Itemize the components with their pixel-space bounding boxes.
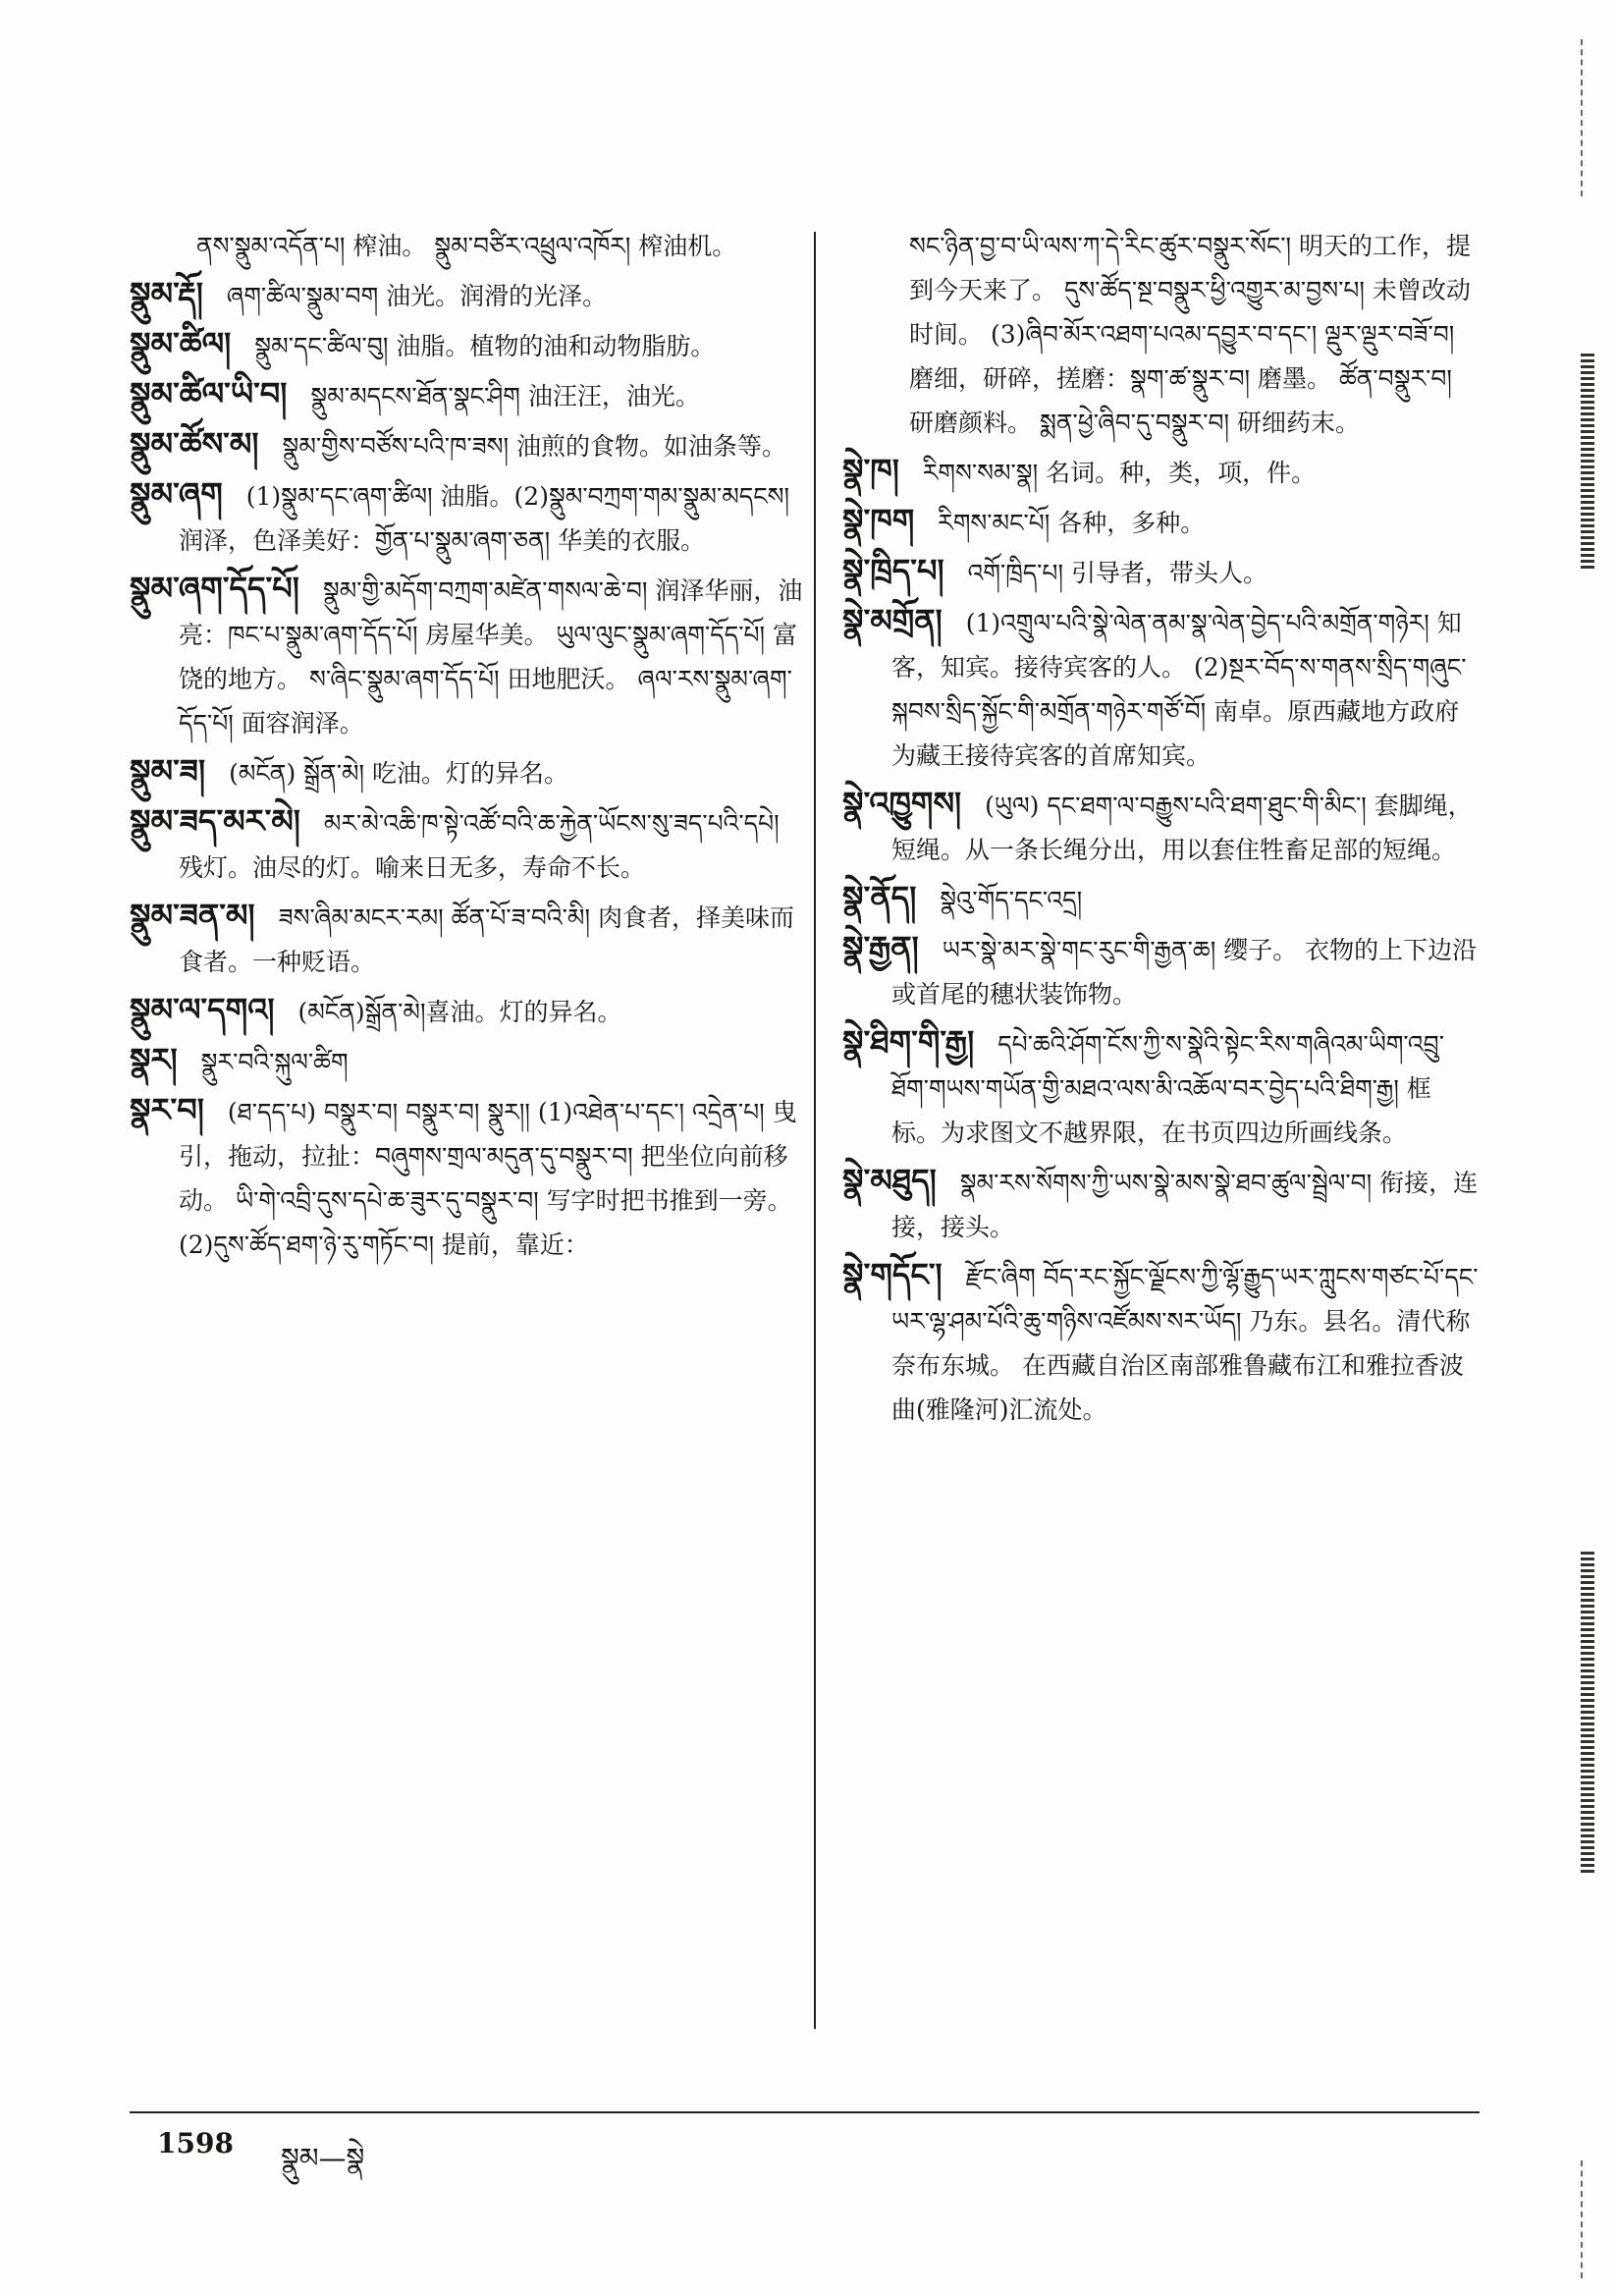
entry-definition: ཟས་ཞིམ་མངར་རམ། ཚོན་པོ་ཟ་བའི་མི། 肉食者，择美味而食者。一种贬语。 xyxy=(179,903,794,976)
entry-headword: སྣུམ་རྡོ། xyxy=(130,275,203,312)
dictionary-entry xyxy=(842,449,1479,495)
entry-definition: (མངོན)སྒྲོན་མེ།喜油。灯的异名。 xyxy=(297,998,622,1026)
entry-headword: སྣེ་གདོང་། xyxy=(842,1256,943,1293)
page-number: 1598 xyxy=(157,2127,234,2159)
right-column xyxy=(842,224,1479,1436)
entry-definition: སྣུམ་མདངས་ཐོན་སྣང་ཤིག 油汪汪，油光。 xyxy=(310,382,700,410)
entry-headword: སྣུམ་ཞག་དོད་པོ། xyxy=(130,570,299,607)
left-column xyxy=(130,224,807,1271)
dictionary-entry xyxy=(842,599,1479,778)
dictionary-entry xyxy=(130,422,807,468)
entry-headword: སྣེ་ནོད། xyxy=(842,879,917,916)
entry-headword: སྣེ་མཐུད། xyxy=(842,1162,937,1199)
entry-headword: སྣུམ་ཚིལ་ཡི་བ། xyxy=(130,375,288,412)
entry-headword: སྣེ་ཁག xyxy=(842,502,915,539)
dictionary-entry xyxy=(842,1159,1479,1249)
dictionary-entry xyxy=(130,799,807,890)
entry-headword: སྣེ་རྒྱན། xyxy=(842,929,919,966)
entry-definition: ཞག་ཚིལ་སྣུམ་བག 油光。润滑的光泽。 xyxy=(226,282,608,310)
dictionary-entry xyxy=(842,224,1479,445)
dictionary-entry xyxy=(842,876,1479,922)
dictionary-entry xyxy=(130,272,807,318)
entry-definition: སྣུམ་དང་ཚིལ་བུ། 油脂。植物的油和动物脂肪。 xyxy=(254,332,716,360)
entry-definition: སང་ཉིན་བྱ་བ་ཡི་ལས་ཀ་དེ་རིང་ཚུར་བསྣུར་སོང་། 明天的工作，提到今天来了。 དུས་ཚོད་སྔ་བསྣུར་ཕྱི་འགྱུར་མ་བྱས་པ། 未曾改动时间。 (3)ཞིབ་མོར་འཐག་པའམ་དབྱུར་བ་དང་། ལྡུར་ལྡུར་བཟོ་བ། 磨细，研碎，搓磨：སྣག་ཚ་སྣུར་བ། 磨墨。 ཚོན་བསྣུར་བ། 研磨颜料。 སྨན་ཕྱེ་ཞིབ་དུ་བསྣུར་བ། 研细药末。 xyxy=(909,232,1472,437)
entry-definition: སྣུམ་གྱི་མདོག་བཀྲག་མཛེན་གསལ་ཆེ་བ། 润泽华丽，油亮：ཁང་པ་སྣུམ་ཞག་དོད་པོ། 房屋华美。 ཡུལ་ལུང་སྣུམ་ཞག་དོད་པོ། 富饶的地方。 ས་ཞིང་སྣུམ་ཞག་དོད་པོ། 田地肥沃。 ཞལ་རས་སྣུམ་ཞག་དོད་པོ། 面容润泽。 xyxy=(179,576,803,738)
entry-definition: ནས་སྣུམ་འདོན་པ། 榨油。 སྣུམ་བཙིར་འཕྲུལ་འཁོར། 榨油机。 xyxy=(196,232,737,260)
entry-definition: རིགས་མང་པོ། 各种，多种。 xyxy=(938,509,1206,537)
footer-rule xyxy=(130,2111,1480,2113)
entry-headword: སྣར། xyxy=(130,1041,178,1078)
dictionary-entry xyxy=(130,372,807,418)
dictionary-entry xyxy=(130,1038,807,1084)
entry-definition: རིགས་སམ་སྣ། 名词。种，类，项，件。 xyxy=(922,459,1317,487)
dictionary-entry xyxy=(842,549,1479,595)
running-head: སྣུམ—སྣེ xyxy=(281,2142,365,2174)
column-divider xyxy=(814,232,816,2029)
entry-definition: སྣུར་བའི་སྐུལ་ཚིག xyxy=(200,1048,349,1076)
dictionary-entry xyxy=(130,472,807,563)
entry-definition: འགོ་ཁྲིད་པ། 引导者，带头人。 xyxy=(967,559,1267,587)
entry-definition: སྣེའུ་གོད་དང་འདྲ། xyxy=(940,886,1083,914)
dictionary-entry xyxy=(842,782,1479,872)
entry-definition: མར་མེ་འཆི་ཁ་སྟེ་འཚོ་བའི་ཆ་རྐྱེན་ཡོངས་སུ་ཟད་པའི་དཔེ། 残灯。油尽的灯。喻来日无多，寿命不长。 xyxy=(179,809,780,882)
scan-edge-mark xyxy=(1581,2160,1596,2278)
entry-definition: རྫོང་ཞིག བོད་རང་སྐྱོང་ལྗོངས་ཀྱི་ལྷོ་རྒྱུད་ཡར་ཀླུངས་གཙང་པོ་དང་ཡར་ལྷ་ཤམ་པོའི་ཆུ་གཉིས་འཛོམས་སར་ཡོད། 乃东。县名。清代称奈布东城。 在西藏自治区南部雅鲁藏布江和雅拉香波曲(雅隆河)汇流处。 xyxy=(891,1263,1479,1424)
entry-headword: སྣར་བ། xyxy=(130,1091,204,1128)
entry-definition: སྣམ་རས་སོགས་ཀྱི་ཡས་སྣེ་མས་སྣེ་ཐབ་ཚུལ་སྦྲེལ་བ། 衔接，连接，接头。 xyxy=(891,1169,1479,1241)
entry-definition: (ཐ་དད་པ) བསྣུར་བ། བསྣུར་བ། སྣུར།། (1)འཐེན་པ་དང་། འདྲེན་པ། 曳引，拖动，拉扯：བཞུགས་གྲལ་མདུན་དུ་བསྣུར་བ། 把坐位向前移动。 ཡི་གེ་འབྲི་དུས་དཔེ་ཆ་ཟུར་དུ་བསྣུར་བ། 写字时把书推到一旁。 (2)དུས་ཚོད་ཐག་ཉེ་རུ་གཏོང་བ། 提前，靠近： xyxy=(179,1098,797,1259)
entry-headword: སྣེ་ཐིག་གི་རྒྱ། xyxy=(842,1023,975,1061)
entry-definition: (1)སྣུམ་དང་ཞག་ཚིལ། 油脂。(2)སྣུམ་བཀྲག་གམ་སྣུམ་མདངས། 润泽，色泽美好：གྱོན་པ་སྣུམ་ཞག་ཅན། 华美的衣服。 xyxy=(179,482,790,555)
entry-headword: སྣུམ་ཟ། xyxy=(130,752,206,790)
dictionary-entry xyxy=(842,1020,1479,1155)
entry-headword: སྣེ་ཁ། xyxy=(842,452,899,489)
scan-edge-mark xyxy=(1581,39,1596,196)
entry-definition: སྣུམ་གྱིས་བཙོས་པའི་ཁ་ཟས། 油煎的食物。如油条等。 xyxy=(282,432,787,461)
entry-definition: (མངོན) སྒྲོན་མེ། 吃油。灯的异名。 xyxy=(229,759,569,788)
dictionary-entry xyxy=(130,224,807,268)
entry-headword: སྣུམ་ཟན་མ། xyxy=(130,897,255,934)
entry-headword: སྣུམ་ཚིལ། xyxy=(130,325,232,362)
entry-definition: དཔེ་ཆའི་ཤོག་ངོས་ཀྱི་ས་སྣེའི་སྟེང་རིས་གཞིའམ་ཡིག་འབྲུ་ཐོག་གཡས་གཡོན་གྱི་མཐའ་ལས་མི་འཆོལ་བར་བྱེད་པའི་ཐིག་རྒྱ། 框标。为求图文不越界限，在书页四边所画线条。 xyxy=(891,1030,1444,1147)
dictionary-entry xyxy=(842,499,1479,545)
dictionary-entry xyxy=(130,988,807,1034)
entry-headword: སྣེ་ཁྲིད་པ། xyxy=(842,552,944,589)
entry-headword: སྣེ་མགྲོན། xyxy=(842,602,943,639)
dictionary-entry xyxy=(130,1088,807,1267)
dictionary-entry xyxy=(130,749,807,795)
dictionary-entry xyxy=(130,322,807,368)
dictionary-entry xyxy=(130,567,807,745)
entry-definition: (ཡུལ) དང་ཐག་ལ་བརྒྱུས་པའི་ཐག་ཐུང་གི་མིང་། 套脚绳，短绳。从一条长绳分出，用以套住牲畜足部的短绳。 xyxy=(891,792,1473,864)
entry-headword: སྣུམ་ཚོས་མ། xyxy=(130,425,259,463)
entry-headword: སྣེ་འཁྱུགས། xyxy=(842,785,962,822)
dictionary-entry xyxy=(842,1253,1479,1432)
entry-definition: ཡར་སྣེ་མར་སྣེ་གང་རུང་གི་རྒྱན་ཆ། 缨子。 衣物的上下边沿或首尾的穗状装饰物。 xyxy=(891,936,1478,1009)
entry-definition: (1)འགྲུལ་པའི་སྣེ་ལེན་ནམ་སྣ་ལེན་བྱེད་པའི་མགྲོན་གཉེར། 知客，知宾。接待宾客的人。 (2)སྔར་བོད་ས་གནས་སྲིད་གཞུང་སྐབས་སྲིད་སྐྱོང་གི་མགྲོན་གཉེར་གཙོ་བོ། 南卓。原西藏地方政府为藏王接待宾客的首席知宾。 xyxy=(891,609,1467,770)
scan-edge-mark xyxy=(1581,354,1594,570)
scan-edge-mark xyxy=(1581,1552,1594,1876)
dictionary-entry xyxy=(130,894,807,984)
dictionary-entry xyxy=(842,926,1479,1016)
entry-headword: སྣུམ་ལ་དགའ། xyxy=(130,991,275,1028)
entry-headword: སྣུམ་ཞག xyxy=(130,475,223,513)
entry-headword: སྣུམ་ཟད་མར་མེ། xyxy=(130,802,300,840)
